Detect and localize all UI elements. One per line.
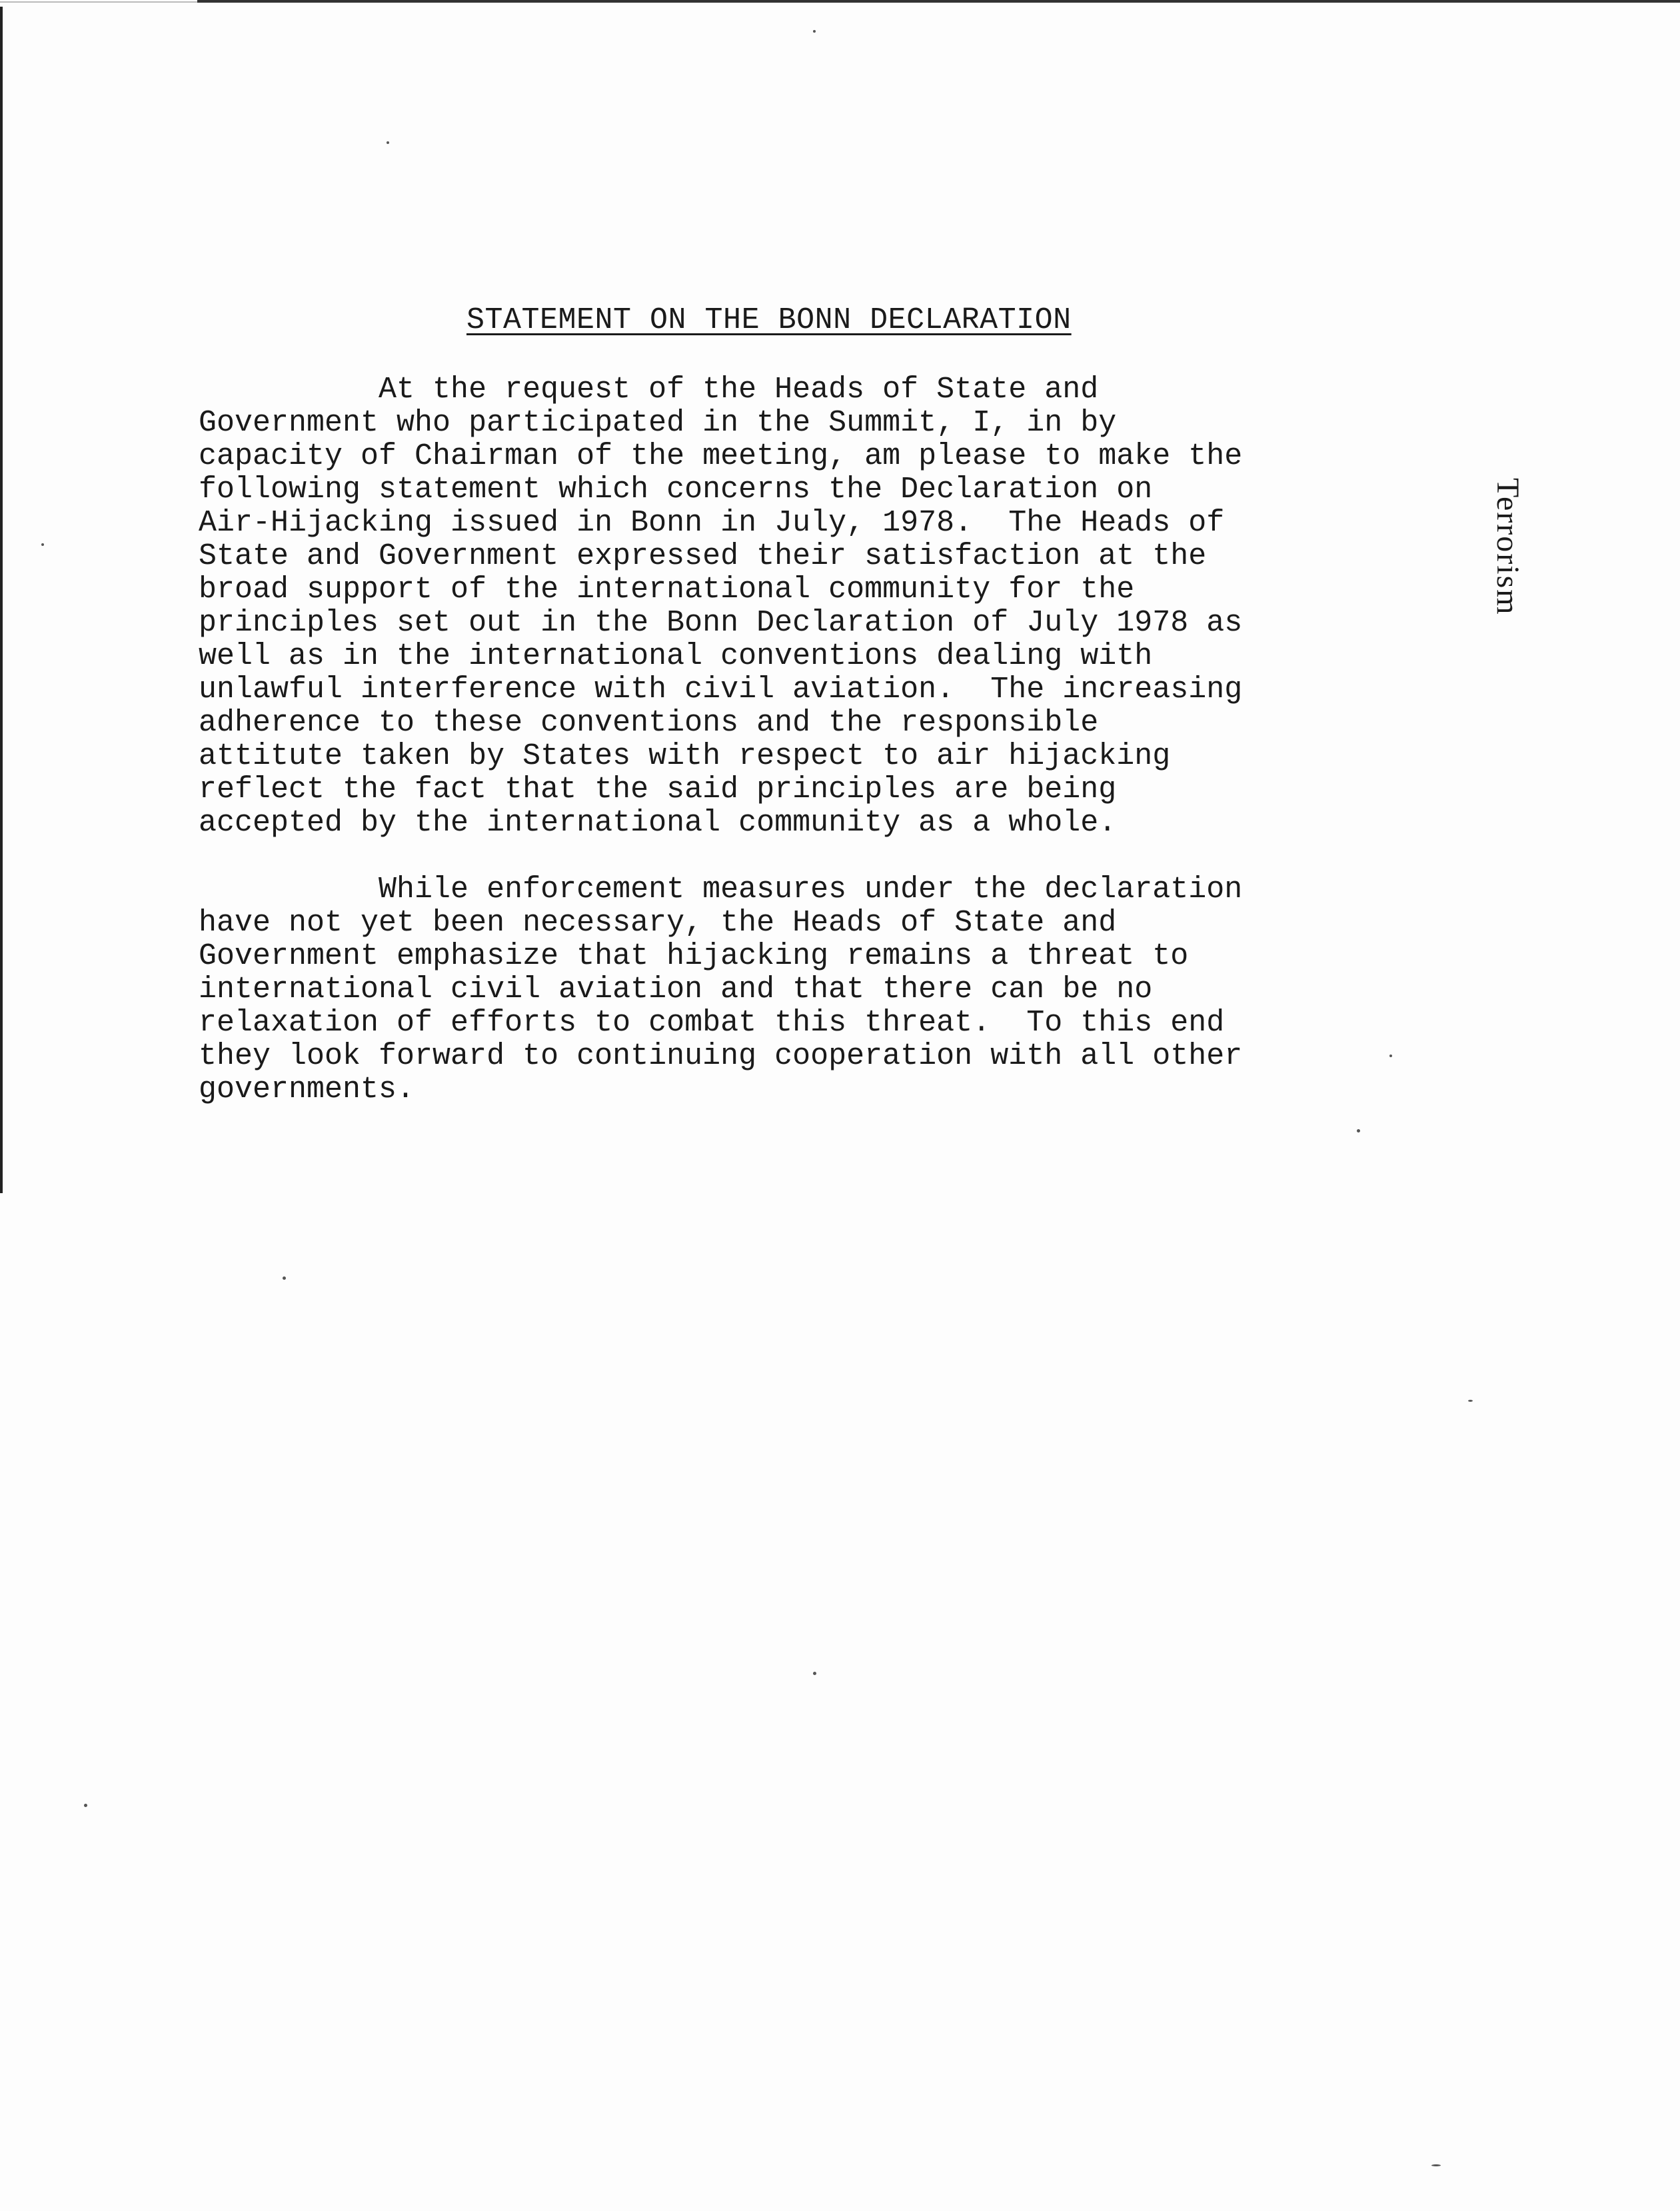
scan-speck: [1431, 2164, 1441, 2166]
paragraph-2: While enforcement measures under the declaration have not yet been necessary, the Heads of State and Government emphasize that hijacking remains a threat to international civil aviation and that there can be no relaxation of efforts to combat this threat. To this end they look forward to continuing cooperation with all other governments.: [199, 873, 1243, 1106]
scan-speck: [283, 1276, 286, 1280]
scan-speck: [813, 1672, 816, 1675]
scan-speck: [387, 141, 389, 144]
scan-edge-left: [0, 7, 3, 1193]
scan-speck: [41, 543, 44, 546]
document-title: STATEMENT ON THE BONN DECLARATION: [466, 303, 1072, 337]
scan-speck: [84, 1804, 87, 1807]
scan-speck: [1389, 1055, 1392, 1057]
paragraph-1: At the request of the Heads of State and Government who participated in the Summit, I, in by capacity of Chairman of the meeting, am please to make the following statement which concerns the Declaration on Air-Hijacking issued in Bonn in July, 1978. The Heads of State and Government expressed their satisfaction at the broad support of the international community for the principles set out in the Bonn Declaration of July 1978 as well as in the international conventions dealing with unlawful interference with civil aviation. The increasing adherence to these conventions and the responsible attitute taken by States with respect to air hijacking reflect the fact that the said principles are being accepted by the international community as a whole.: [199, 373, 1243, 840]
scan-speck: [813, 30, 816, 33]
scan-speck: [1357, 1129, 1360, 1132]
scan-edge-top-faint: [0, 1, 197, 3]
scan-speck: [1468, 1400, 1473, 1402]
scan-edge-top: [197, 0, 1680, 3]
side-label-terrorism: Terrorism: [1490, 478, 1525, 616]
